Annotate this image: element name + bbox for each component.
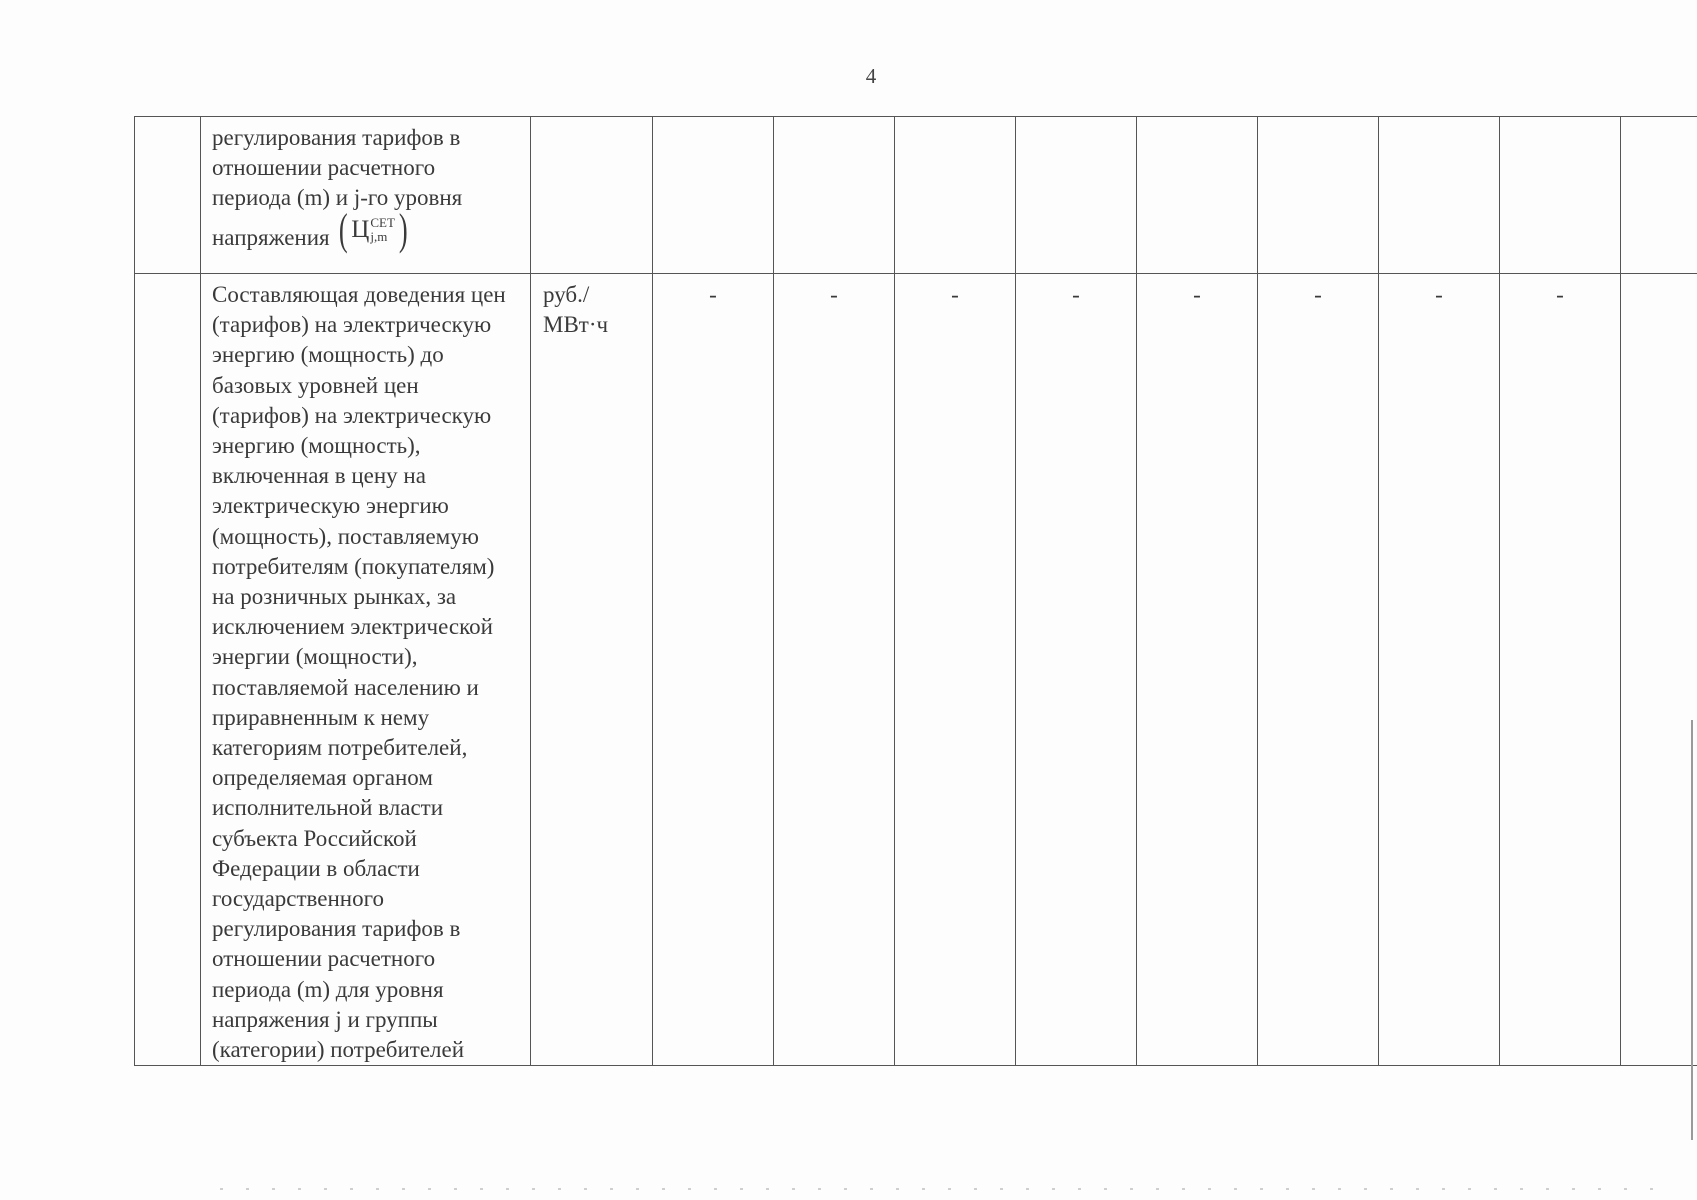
name-line: (тарифов) на электрическую (212, 402, 492, 428)
unit-cell (531, 274, 653, 1066)
value-cell: - (1379, 274, 1500, 1066)
unit-cell (531, 117, 653, 274)
value-cell (895, 117, 1016, 274)
name-line: (категории) потребителей (212, 1037, 465, 1063)
name-line: Составляющая доведения цен (212, 282, 506, 307)
value-cell (1500, 117, 1621, 274)
name-line: напряжения (212, 225, 330, 251)
price-formula (336, 204, 411, 254)
name-line: энергию (мощность) до (212, 342, 444, 368)
name-line: периода (m) для уровня (212, 976, 444, 1002)
value-cell: - (774, 274, 895, 1066)
value-cell (1258, 117, 1379, 274)
table-row (135, 117, 1697, 274)
unit-line: МВт·ч (543, 312, 609, 338)
unit-line: руб./ (543, 282, 590, 307)
formula-symbol: Ц (351, 215, 370, 243)
name-line: отношении расчетного (212, 155, 436, 181)
value-cell (653, 117, 774, 274)
name-line: напряжения j и группы (212, 1006, 438, 1032)
scan-edge-line (1691, 720, 1693, 1140)
value-cell: - (1258, 274, 1379, 1066)
name-line: включенная в цену на (212, 463, 426, 489)
name-line: субъекта Российской (212, 825, 417, 851)
name-line: регулирования тарифов в (212, 125, 461, 150)
value-cell (1137, 117, 1258, 274)
value-cell (774, 117, 895, 274)
name-line: базовых уровней цен (212, 372, 419, 398)
value-cell: - (1016, 274, 1137, 1066)
right-paren: ) (398, 204, 408, 254)
name-line: регулирования тарифов в (212, 916, 461, 942)
name-line: электрическую энергию (212, 493, 449, 519)
tariff-table-sheet (134, 116, 1626, 1063)
row-number-cell (135, 274, 201, 1066)
page-number: 4 (865, 64, 877, 88)
name-line: категориям потребителей, (212, 735, 468, 761)
indicator-name-cell (201, 274, 531, 1066)
name-line: Федерации в области (212, 855, 420, 881)
name-line: на розничных рынках, за (212, 584, 457, 610)
value-cell (1621, 274, 1697, 1066)
name-line: определяемая органом (212, 765, 433, 791)
formula-line (212, 204, 522, 254)
name-line: периода (m) и j-го уровня (212, 185, 463, 211)
indicator-name-cell (201, 117, 531, 274)
left-paren: ( (338, 204, 348, 254)
name-line: (мощность), поставляемую (212, 523, 479, 549)
value-cell (1621, 117, 1697, 274)
formula-subscript: j,m (370, 228, 388, 244)
name-line: энергию (мощность), (212, 433, 421, 459)
value-cell: - (653, 274, 774, 1066)
name-line: потребителям (покупателям) (212, 553, 495, 579)
value-cell (1016, 117, 1137, 274)
name-line: государственного (212, 886, 384, 912)
name-line: отношении расчетного (212, 946, 436, 972)
name-line: энергии (мощности), (212, 644, 418, 670)
formula-superscript: СЕТ (370, 214, 395, 230)
name-line: исполнительной власти (212, 795, 444, 821)
table-row (135, 274, 1697, 1066)
value-cell: - (1137, 274, 1258, 1066)
value-cell: - (895, 274, 1016, 1066)
value-cell: - (1500, 274, 1621, 1066)
name-line: поставляемой населению и (212, 674, 479, 700)
name-line: приравненным к нему (212, 704, 430, 730)
value-cell (1379, 117, 1500, 274)
name-line: (тарифов) на электрическую (212, 312, 492, 338)
scan-artifact-dots (220, 1188, 1670, 1190)
row-number-cell (135, 117, 201, 274)
tariff-table (134, 116, 1697, 1066)
name-line: исключением электрической (212, 614, 493, 640)
